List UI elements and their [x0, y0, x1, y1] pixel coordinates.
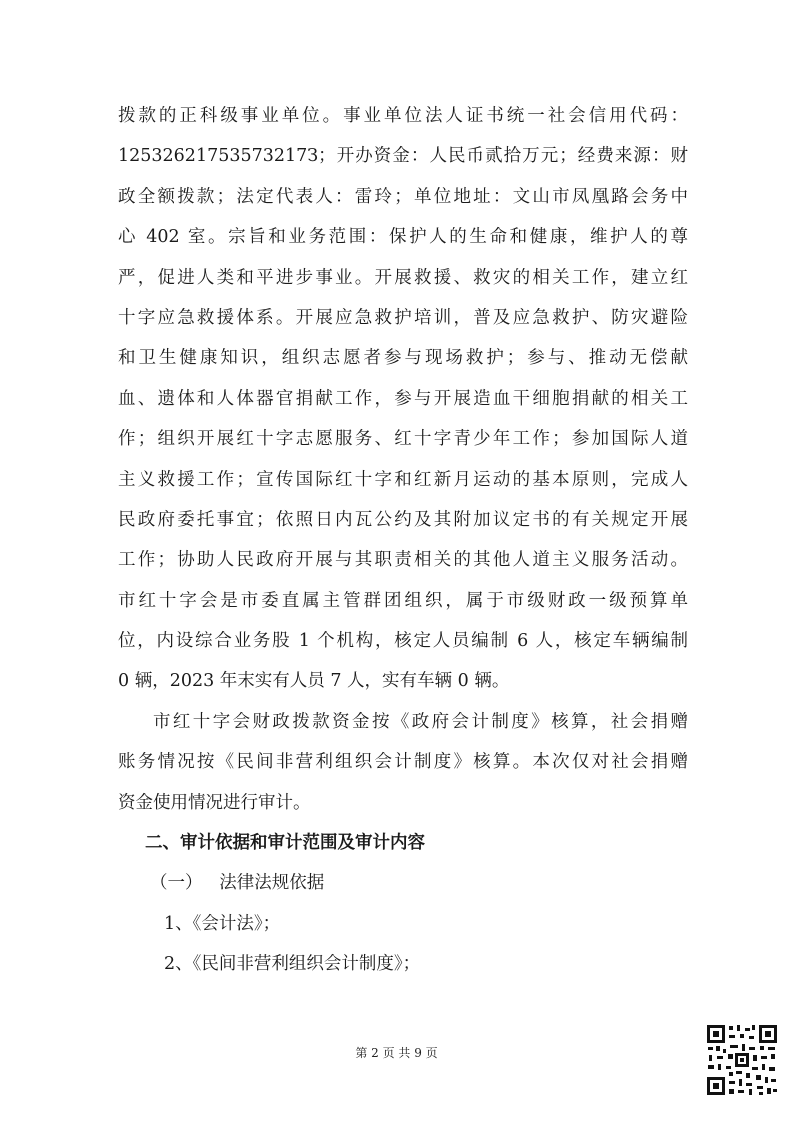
subsection-heading: （一） 法律法规依据 [150, 873, 325, 894]
paragraph-2 [118, 710, 688, 815]
text-line: 市红十字会是市委直属主管群团组织，属于市级财政一级预算单 [118, 590, 688, 611]
text-line: 心 402 室。宗旨和业务范围：保护人的生命和健康，维护人的尊 [118, 227, 688, 248]
text-line: 0 辆，2023 年末实有人员 7 人，实有车辆 0 辆。 [118, 671, 510, 692]
text-line: 政全额拨款；法定代表人：雷玲；单位地址：文山市凤凰路会务中 [118, 186, 688, 207]
list-item: 2、《民间非营利组织会计制度》； [164, 954, 421, 975]
section-heading: 二、审计依据和审计范围及审计内容 [145, 833, 425, 854]
text-line: 12532621753573217З；开办资金：人民币贰拾万元；经费来源：财 [118, 146, 688, 167]
text-line: 位，内设综合业务股 1 个机构，核定人员编制 6 人，核定车辆编制 [118, 631, 688, 652]
text-line: 主义救援工作；宣传国际红十字和红新月运动的基本原则，完成人 [118, 469, 688, 490]
document-body [118, 104, 688, 993]
text-line: 民政府委托事宜；依照日内瓦公约及其附加议定书的有关规定开展 [118, 509, 688, 530]
list-item: 1、《会计法》； [164, 913, 281, 934]
paragraph-1 [118, 104, 688, 693]
text-line: 和卫生健康知识，组织志愿者参与现场救护；参与、推动无偿献 [118, 348, 688, 369]
text-line: 作；组织开展红十字志愿服务、红十字青少年工作；参加国际人道 [118, 429, 688, 450]
text-line: 市红十字会财政拨款资金按《政府会计制度》核算，社会捐赠 [153, 711, 688, 732]
text-line: 血、遗体和人体器官捐献工作，参与开展造血干细胞捐献的相关工 [118, 388, 688, 409]
text-line: 十字应急救援体系。开展应急救护培训，普及应急救护、防灾避险 [118, 307, 688, 328]
text-line: 拨款的正科级事业单位。事业单位法人证书统一社会信用代码： [118, 106, 688, 126]
text-line: 工作；协助人民政府开展与其职责相关的其他人道主义服务活动。 [118, 550, 688, 571]
qr-code-icon [705, 1023, 779, 1097]
text-line: 账务情况按《民间非营利组织会计制度》核算。本次仅对社会捐赠 [118, 752, 688, 773]
text-line: 资金使用情况进行审计。 [118, 792, 311, 813]
page-footer: 第 2 页 共 9 页 [355, 1046, 438, 1060]
text-line: 严，促进人类和平进步事业。开展救援、救灾的相关工作，建立红 [118, 267, 688, 288]
